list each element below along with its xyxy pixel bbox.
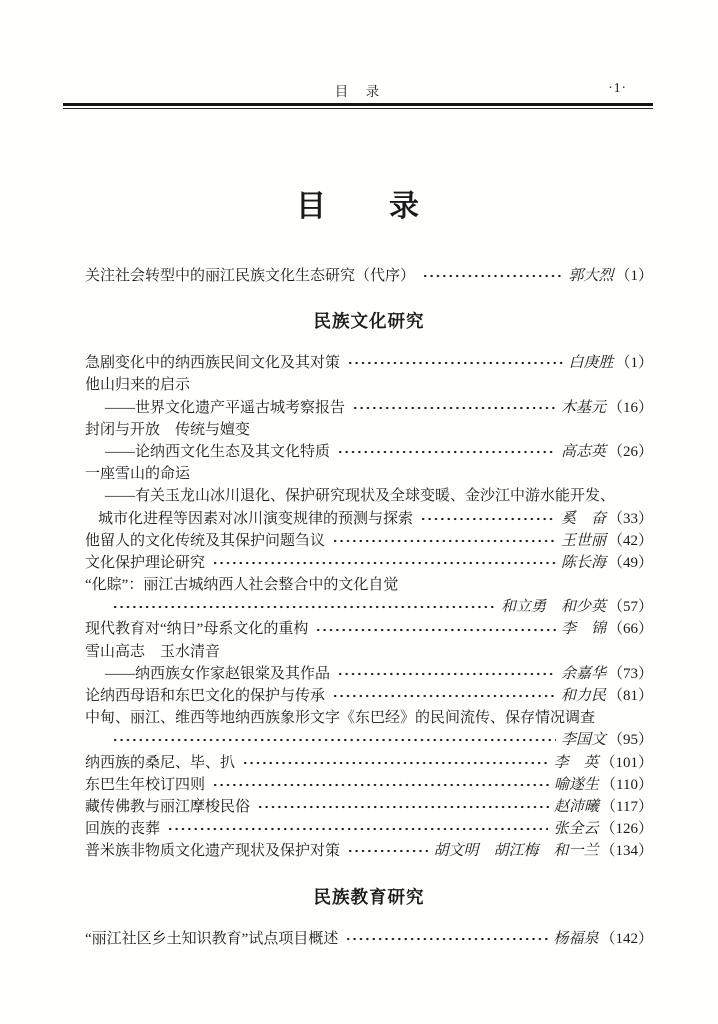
toc-entry-line — [85, 552, 653, 574]
entry-page: （110） — [601, 776, 653, 793]
toc-entry-line — [85, 574, 653, 596]
entry-page: （26） — [607, 443, 653, 460]
entry-title: 论纳西母语和东巴文化的保护与传承 — [85, 688, 326, 704]
entry-page: （42） — [607, 532, 653, 549]
dot-leader — [420, 508, 556, 530]
dot-leader — [422, 265, 563, 287]
entry-title: 藏传佛教与丽江摩梭民俗 — [85, 798, 251, 815]
dot-leader — [167, 818, 548, 840]
dot-leader — [347, 840, 428, 862]
entry-author: 喻遂生 — [554, 776, 600, 793]
entry-page: （142） — [600, 930, 653, 947]
header-rule-thin — [63, 108, 653, 109]
toc-entry-line — [85, 663, 653, 685]
entry-author: 李国文 — [560, 732, 606, 749]
toc-entry-line — [85, 265, 653, 287]
toc-entry-line — [85, 752, 653, 774]
toc-entry-line — [85, 397, 653, 419]
entry-page: （66） — [607, 621, 653, 638]
dot-leader — [212, 552, 556, 574]
entry-author: 奚 奋 — [560, 510, 606, 527]
entry-title: ——有关玉龙山冰川退化、保护研究现状及全球变暖、金沙江中游水能开发、 — [105, 488, 616, 505]
entry-title: 东巴生年校订四则 — [85, 776, 206, 793]
toc-entry-line — [85, 641, 653, 663]
toc-entry-line — [85, 441, 653, 463]
entry-title: 回族的丧葬 — [85, 821, 161, 838]
dot-leader — [352, 397, 556, 419]
entry-page: （57） — [607, 599, 653, 616]
dot-leader — [112, 596, 496, 618]
entry-title: 雪山高志 玉水清音 — [85, 643, 221, 660]
entry-page: （33） — [607, 510, 653, 527]
dot-leader — [242, 752, 548, 774]
entry-page: （73） — [607, 665, 653, 682]
entry-author: 余嘉华 — [560, 665, 606, 682]
entry-page: （117） — [601, 798, 653, 815]
entry-author: 陈长海 — [560, 554, 606, 571]
entry-author: 木基元 — [560, 399, 606, 416]
toc-list — [63, 265, 653, 950]
entry-author: 和力民 — [560, 688, 606, 704]
entry-author: 李 锦 — [560, 621, 606, 638]
entry-title: 城市化进程等因素对冰川演变规律的预测与探索 — [98, 510, 414, 527]
entry-page: （101） — [600, 754, 653, 771]
toc-entry-line — [85, 508, 653, 530]
toc-entry-line — [85, 685, 653, 707]
entry-title: 一座雪山的命运 — [85, 466, 191, 483]
toc-entry-line — [85, 530, 653, 552]
entry-author: 白庚胜 — [568, 355, 614, 372]
section-heading: 民族教育研究 — [313, 886, 425, 907]
toc-entry-line — [85, 707, 653, 729]
entry-author: 和立勇 和少英 — [500, 599, 606, 616]
entry-title: 文化保护理论研究 — [85, 554, 206, 571]
header-rule-thick — [63, 103, 653, 106]
entry-author: 郭大烈 — [568, 268, 614, 284]
toc-entry-line — [85, 463, 653, 485]
dot-leader — [332, 685, 556, 707]
page-title: 目 录 — [296, 190, 420, 223]
entry-page: （81） — [607, 688, 653, 704]
dot-leader — [257, 796, 549, 818]
entry-title: 他山归来的启示 — [85, 377, 191, 394]
toc-entry-line — [85, 374, 653, 396]
entry-page: （95） — [607, 732, 653, 749]
toc-entry-line — [85, 352, 653, 374]
entry-title: 普米族非物质文化遗产现状及保护对策 — [85, 843, 341, 860]
toc-entry-line — [85, 596, 653, 618]
entry-page: （134） — [600, 843, 653, 860]
dot-leader — [112, 729, 556, 751]
dot-leader — [347, 352, 563, 374]
entry-title: 中甸、丽江、维西等地纳西族象形文字《东巴经》的民间流传、保存情况调查 — [85, 710, 596, 727]
toc-entry-line — [85, 774, 653, 796]
toc-entry-line — [85, 618, 653, 640]
entry-author: 赵沛曦 — [554, 798, 600, 815]
running-head-title: 目 录 — [334, 84, 382, 99]
entry-title: 封闭与开放 传统与嬗变 — [85, 421, 251, 438]
entry-title: 关注社会转型中的丽江民族文化生态研究（代序） — [85, 268, 416, 284]
entry-page: （1） — [615, 355, 653, 372]
entry-author: 杨福泉 — [553, 930, 599, 947]
toc-entry-line — [85, 840, 653, 862]
dot-leader — [337, 441, 556, 463]
entry-author: 李 英 — [553, 754, 599, 771]
dot-leader — [212, 774, 549, 796]
toc-entry-line — [85, 928, 653, 950]
toc-entry-line — [85, 419, 653, 441]
dot-leader — [337, 663, 556, 685]
dot-leader — [315, 618, 556, 640]
entry-page: （16） — [607, 399, 653, 416]
entry-page: （49） — [607, 554, 653, 571]
entry-title: “化賩”：丽江古城纳西人社会整合中的文化自觉 — [85, 577, 399, 594]
entry-page: （1） — [615, 268, 653, 284]
entry-page: （126） — [600, 821, 653, 838]
entry-title: ——论纳西文化生态及其文化特质 — [105, 443, 331, 460]
dot-leader — [332, 530, 556, 552]
entry-title: 现代教育对“纳日”母系文化的重构 — [85, 621, 309, 638]
toc-entry-line — [85, 796, 653, 818]
toc-entry-line — [85, 729, 653, 751]
running-header — [63, 80, 653, 100]
entry-title: ——纳西族女作家赵银棠及其作品 — [105, 665, 331, 682]
entry-author: 王世丽 — [560, 532, 606, 549]
entry-title: 急剧变化中的纳西族民间文化及其对策 — [85, 355, 341, 372]
entry-title: ——世界文化遗产平遥古城考察报告 — [105, 399, 346, 416]
entry-author: 胡文明 胡江梅 和一兰 — [433, 843, 599, 860]
page-number: ·1· — [608, 80, 627, 95]
entry-title: “丽江社区乡土知识教育”试点项目概述 — [85, 930, 339, 947]
entry-author: 张全云 — [553, 821, 599, 838]
entry-title: 纳西族的桑尼、毕、扒 — [85, 754, 236, 771]
entry-title: 他留人的文化传统及其保护问题刍议 — [85, 532, 326, 549]
entry-author: 高志英 — [560, 443, 606, 460]
section-heading: 民族文化研究 — [313, 311, 425, 332]
dot-leader — [345, 928, 548, 950]
toc-entry-line — [85, 818, 653, 840]
toc-entry-line — [85, 485, 653, 507]
